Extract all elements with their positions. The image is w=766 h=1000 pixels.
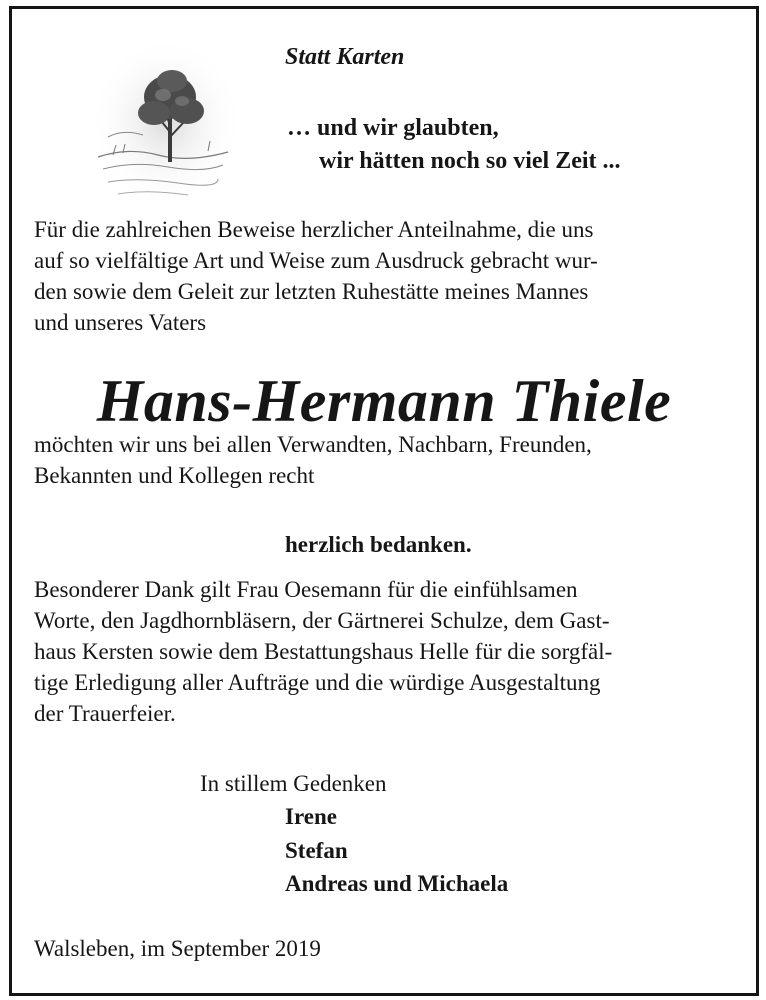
signatory-name: Irene <box>285 804 337 829</box>
signatory-name: Stefan <box>285 838 348 863</box>
thanks-paragraph <box>34 429 735 491</box>
header-title: Statt Karten <box>285 44 405 70</box>
special-thanks-paragraph <box>34 574 735 729</box>
intro-line: Für die zahlreichen Beweise herzlicher Anteilnahme, die uns <box>34 217 594 242</box>
special-thanks-line: Besonderer Dank gilt Frau Oesemann für die einfühlsamen <box>34 577 578 602</box>
thanks-line: möchten wir uns bei allen Verwandten, Nachbarn, Freunden, <box>34 432 592 457</box>
signatory-name: Andreas und Michaela <box>285 871 509 896</box>
intro-line: auf so vielfältige Art und Weise zum Ausdruck gebracht wur- <box>34 248 598 273</box>
intro-line: den sowie dem Geleit zur letzten Ruhestätte meines Mannes <box>34 279 589 304</box>
place-date: Walsleben, im September 2019 <box>34 936 321 961</box>
thanks-emphasis: herzlich bedanken. <box>285 532 472 557</box>
tree-landscape-icon <box>88 37 238 207</box>
obituary-card <box>9 6 759 996</box>
intro-line: und unseres Vaters <box>34 310 207 335</box>
closing-phrase: In stillem Gedenken <box>200 771 387 796</box>
thanks-line: Bekannten und Kollegen recht <box>34 463 315 488</box>
intro-paragraph <box>34 214 735 338</box>
quote-line-1: … und wir glaubten, <box>287 115 499 141</box>
deceased-name: Hans-Hermann Thiele <box>96 368 672 434</box>
special-thanks-line: der Trauerfeier. <box>34 701 176 726</box>
quote-line-2: wir hätten noch so viel Zeit ... <box>319 148 621 174</box>
special-thanks-line: Worte, den Jagdhornbläsern, der Gärtnerei Schulze, dem Gast- <box>34 608 610 633</box>
special-thanks-line: tige Erledigung aller Aufträge und die würdige Ausgestaltung <box>34 670 601 695</box>
special-thanks-line: haus Kersten sowie dem Bestattungshaus Helle für die sorgfäl- <box>34 639 613 664</box>
